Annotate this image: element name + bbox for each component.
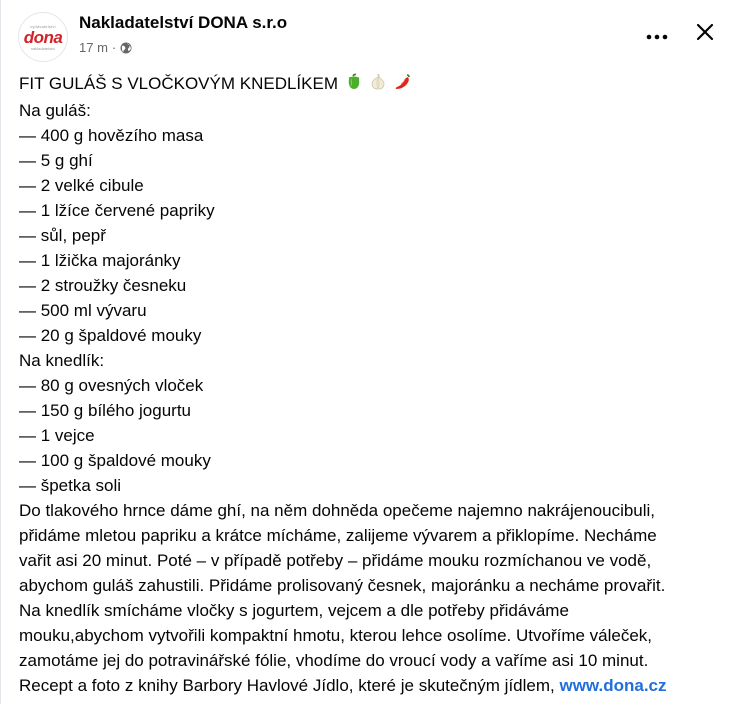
author-name[interactable]: Nakladatelství DONA s.r.o [79, 13, 288, 32]
goulash-ingredient: — 2 velké cibule [19, 176, 144, 195]
dumpling-heading: Na knedlík: [19, 351, 105, 370]
avatar-logo-bottom: nakladatelství [30, 45, 56, 51]
post-body [19, 71, 724, 698]
instruction-line: Na knedlík smícháme vločky s jogurtem, vejcem a dle potřeby přidáváme [19, 601, 569, 620]
instruction-line: vařit asi 20 minut. Poté – v případě potřeby – přidáme mouku rozmíchanou ve vodě, [19, 551, 652, 570]
instruction-line: Do tlakového hrnce dáme ghí, na něm dohněda opečeme najemno nakrájenoucibuli, [19, 501, 656, 520]
goulash-ingredient: — 400 g hovězího masa [19, 126, 204, 145]
instruction-line: zamotáme jej do potravinářské fólie, vhodíme do vroucí vody a vaříme asi 10 minut. [19, 651, 649, 670]
more-horizontal-icon [646, 28, 668, 40]
garlic-icon [369, 73, 387, 98]
globe-icon [120, 42, 132, 54]
goulash-ingredient: — sůl, pepř [19, 226, 106, 245]
avatar-logo-top: vydavatelství [30, 23, 56, 29]
goulash-ingredient: — 2 stroužky česneku [19, 276, 187, 295]
meta-separator: · [111, 40, 117, 55]
instruction-line: abychom guláš zahustili. Přidáme prolisovaný česnek, majoránku a necháme provařit. [19, 576, 666, 595]
post-timestamp[interactable]: 17 m [79, 40, 108, 55]
goulash-ingredient: — 5 g ghí [19, 151, 93, 170]
goulash-ingredient: — 20 g špaldové mouky [19, 326, 202, 345]
post-meta [79, 40, 132, 55]
more-options-button[interactable] [639, 20, 675, 48]
avatar[interactable] [18, 12, 68, 62]
dumpling-ingredient: — 1 vejce [19, 426, 95, 445]
dumpling-ingredient: — špetka soli [19, 476, 122, 495]
dumpling-ingredient: — 100 g špaldové mouky [19, 451, 211, 470]
goulash-ingredient: — 500 ml vývaru [19, 301, 147, 320]
instruction-line: mouku,abychom vytvořili kompaktní hmotu, kterou lehce osolíme. Utvoříme váleček, [19, 626, 653, 645]
post-title-line [19, 71, 724, 98]
goulash-ingredient: — 1 lžička majoránky [19, 251, 181, 270]
goulash-ingredient: — 1 lžíce červené papriky [19, 201, 215, 220]
close-icon [695, 22, 715, 47]
chili-pepper-icon [394, 73, 412, 98]
goulash-heading: Na guláš: [19, 101, 91, 120]
dona-website-link[interactable]: www.dona.cz [559, 676, 667, 695]
source-text: Recept a foto z knihy Barbory Havlové Jídlo, které je skutečným jídlem, [19, 676, 560, 695]
bell-pepper-icon [345, 73, 363, 98]
dumpling-ingredient: — 80 g ovesných vloček [19, 376, 204, 395]
avatar-logo-word: dona [23, 27, 63, 47]
post-title: FIT GULÁŠ S VLOČKOVÝM KNEDLÍKEM [19, 74, 338, 93]
instruction-line: přidáme mletou papriku a krátce mícháme, zalijeme vývarem a přiklopíme. Necháme [19, 526, 657, 545]
source-line [19, 673, 724, 698]
dumpling-ingredient: — 150 g bílého jogurtu [19, 401, 192, 420]
close-button[interactable] [689, 18, 721, 50]
post-header [1, 0, 739, 64]
